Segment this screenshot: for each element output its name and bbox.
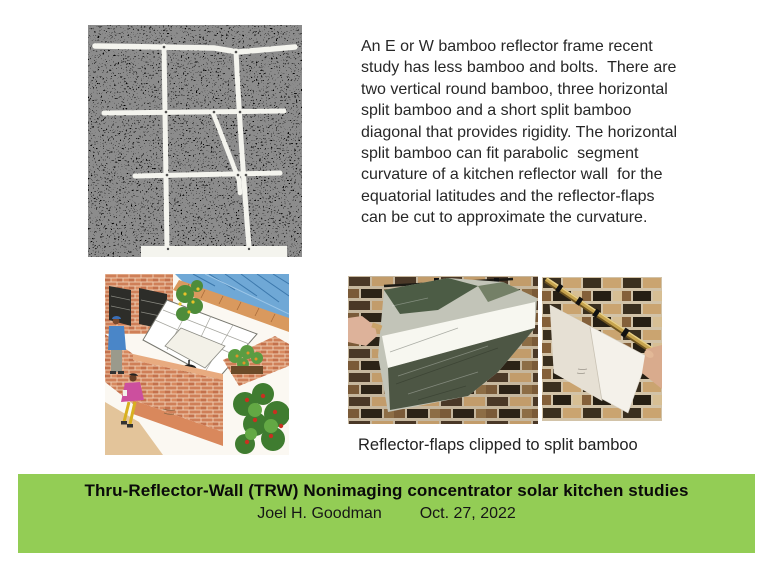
slide-title: Thru-Reflector-Wall (TRW) Nonimaging concentrator solar kitchen studies xyxy=(84,481,689,500)
solar-kitchen-illustration xyxy=(105,274,289,455)
bamboo-frame-photo xyxy=(88,25,302,257)
frame-base-strip xyxy=(141,246,287,257)
title-banner xyxy=(18,474,755,553)
foil-flap-image xyxy=(348,276,538,424)
author-name: Joel H. Goodman xyxy=(257,505,382,522)
white-flap-image xyxy=(542,277,662,421)
foil-flap-photo xyxy=(348,276,538,424)
date-text: Oct. 27, 2022 xyxy=(419,505,516,522)
white-flap-photo xyxy=(542,277,662,421)
photos-caption: Reflector-flaps clipped to split bamboo xyxy=(358,436,638,454)
description-paragraph: An E or W bamboo reflector frame recent study has less bamboo and bolts. There are two vertical round bamboo, three horizontal split bamboo and a short split bamboo diagonal that provides rigidity. The horizontal split bamboo can fit parabolic segment curvature of a kitchen reflector wall for the equatorial latitudes and the reflector-flaps can be cut to approximate the curvature. xyxy=(361,38,682,227)
solar-kitchen-drawing xyxy=(105,274,289,455)
banner-subline xyxy=(18,505,755,523)
bamboo-frame-drawing xyxy=(88,25,302,257)
